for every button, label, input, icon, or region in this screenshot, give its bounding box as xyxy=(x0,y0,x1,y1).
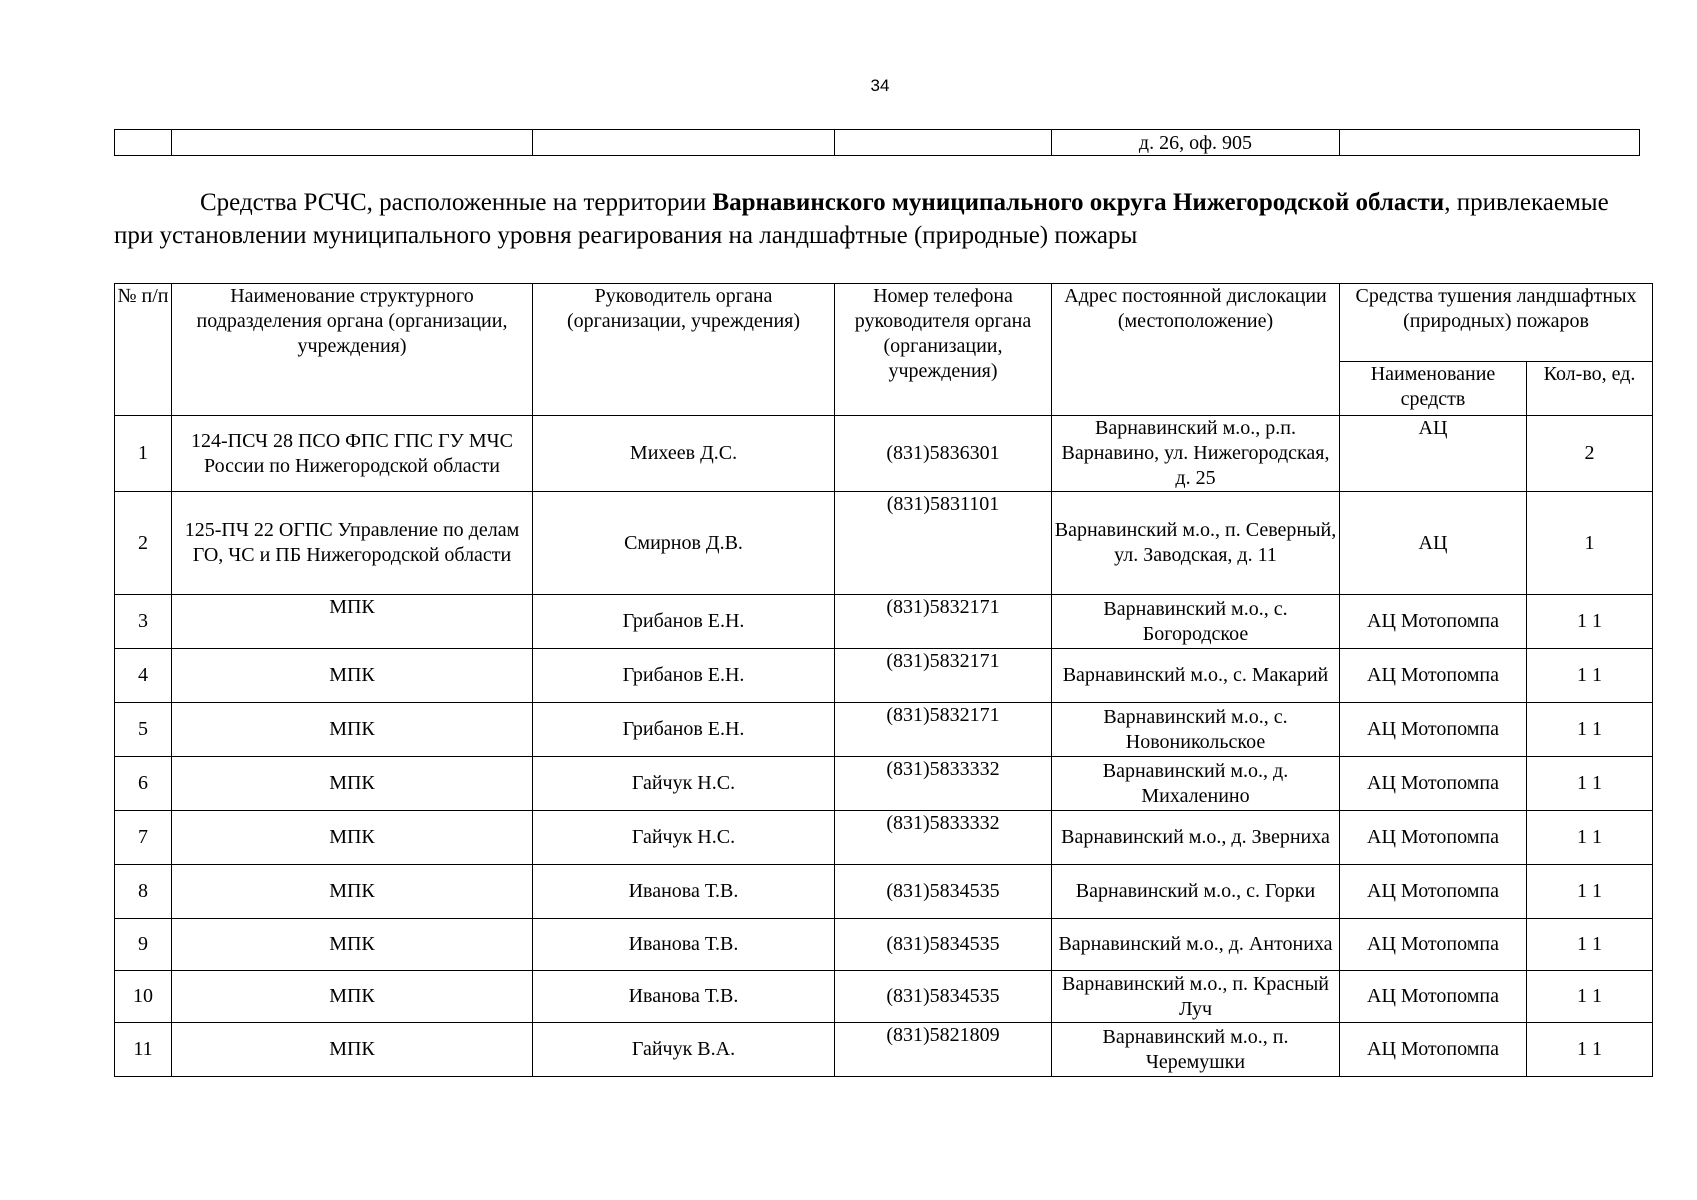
row-means: АЦ xyxy=(1340,416,1527,492)
row-unit: 124-ПСЧ 28 ПСО ФПС ГПС ГУ МЧС России по Нижегородской области xyxy=(172,416,533,492)
header-unit: Наименование структурного подразделения органа (организации, учреждения) xyxy=(172,284,533,416)
row-qty: 1 1 xyxy=(1527,865,1653,919)
cell xyxy=(533,130,835,156)
row-means: АЦ Мотопомпа xyxy=(1340,1023,1527,1077)
row-unit: МПК xyxy=(172,757,533,811)
row-phone: (831)5831101 xyxy=(835,492,1052,595)
row-means: АЦ Мотопомпа xyxy=(1340,649,1527,703)
cell xyxy=(115,130,172,156)
row-qty: 1 1 xyxy=(1527,757,1653,811)
row-head: Иванова Т.В. xyxy=(533,865,835,919)
table-row xyxy=(115,757,1653,811)
row-means: АЦ Мотопомпа xyxy=(1340,811,1527,865)
row-phone: (831)5834535 xyxy=(835,971,1052,1023)
row-num: 7 xyxy=(115,811,172,865)
row-qty: 1 xyxy=(1527,492,1653,595)
row-address: Варнавинский м.о., д. Михаленино xyxy=(1052,757,1340,811)
row-head: Гайчук Н.С. xyxy=(533,811,835,865)
header-means-qty: Кол-во, ед. xyxy=(1527,362,1653,416)
row-num: 2 xyxy=(115,492,172,595)
table-row xyxy=(115,595,1653,649)
row-head: Иванова Т.В. xyxy=(533,971,835,1023)
row-qty: 1 1 xyxy=(1527,703,1653,757)
table-row xyxy=(115,703,1653,757)
row-address: Варнавинский м.о., д. Зверниха xyxy=(1052,811,1340,865)
row-means: АЦ Мотопомпа xyxy=(1340,919,1527,971)
row-qty: 1 1 xyxy=(1527,971,1653,1023)
row-qty: 1 1 xyxy=(1527,649,1653,703)
row-head: Грибанов Е.Н. xyxy=(533,595,835,649)
row-phone: (831)5834535 xyxy=(835,919,1052,971)
row-means: АЦ Мотопомпа xyxy=(1340,757,1527,811)
row-phone: (831)5821809 xyxy=(835,1023,1052,1077)
row-phone: (831)5833332 xyxy=(835,811,1052,865)
heading-text: Средства РСЧС, расположенные на территории xyxy=(200,189,713,216)
row-phone: (831)5832171 xyxy=(835,595,1052,649)
row-unit: МПК xyxy=(172,811,533,865)
row-address: Варнавинский м.о., с. Богородское xyxy=(1052,595,1340,649)
row-qty: 1 1 xyxy=(1527,1023,1653,1077)
row-address: Варнавинский м.о., с. Макарий xyxy=(1052,649,1340,703)
row-num: 1 xyxy=(115,416,172,492)
row-unit: МПК xyxy=(172,971,533,1023)
page-number: 34 xyxy=(870,76,890,95)
row-unit: МПК xyxy=(172,1023,533,1077)
cell xyxy=(835,130,1052,156)
row-head: Гайчук Н.С. xyxy=(533,757,835,811)
row-address: Варнавинский м.о., с. Горки xyxy=(1052,865,1340,919)
header-head: Руководитель органа (организации, учреждения) xyxy=(533,284,835,416)
header-means-name: Наименование средств xyxy=(1340,362,1527,416)
row-num: 10 xyxy=(115,971,172,1023)
row-num: 3 xyxy=(115,595,172,649)
table-row xyxy=(115,416,1653,492)
row-qty: 1 1 xyxy=(1527,595,1653,649)
cell xyxy=(172,130,533,156)
rschs-table xyxy=(114,283,1653,1077)
row-means: АЦ Мотопомпа xyxy=(1340,971,1527,1023)
row-unit: МПК xyxy=(172,703,533,757)
header-address: Адрес постоянной дислокации (местоположение) xyxy=(1052,284,1340,416)
row-address: Варнавинский м.о., д. Антониха xyxy=(1052,919,1340,971)
row-phone: (831)5832171 xyxy=(835,703,1052,757)
section-heading xyxy=(114,186,1644,252)
row-head: Смирнов Д.В. xyxy=(533,492,835,595)
row-num: 5 xyxy=(115,703,172,757)
row-head: Иванова Т.В. xyxy=(533,919,835,971)
row-num: 9 xyxy=(115,919,172,971)
row-head: Грибанов Е.Н. xyxy=(533,703,835,757)
table-row xyxy=(115,492,1653,595)
cell xyxy=(1340,130,1640,156)
row-head: Грибанов Е.Н. xyxy=(533,649,835,703)
row-head: Гайчук В.А. xyxy=(533,1023,835,1077)
row-means: АЦ xyxy=(1340,492,1527,595)
row-phone: (831)5836301 xyxy=(835,416,1052,492)
header-num: № п/п xyxy=(115,284,172,416)
row-means: АЦ Мотопомпа xyxy=(1340,595,1527,649)
row-address: Варнавинский м.о., с. Новоникольское xyxy=(1052,703,1340,757)
row-num: 4 xyxy=(115,649,172,703)
row-address: Варнавинский м.о., п. Красный Луч xyxy=(1052,971,1340,1023)
row-unit: МПК xyxy=(172,649,533,703)
row-qty: 1 1 xyxy=(1527,919,1653,971)
table-row xyxy=(115,811,1653,865)
table-row xyxy=(115,1023,1653,1077)
row-means: АЦ Мотопомпа xyxy=(1340,703,1527,757)
continued-table-row xyxy=(114,129,1640,156)
row-address: Варнавинский м.о., п. Черемушки xyxy=(1052,1023,1340,1077)
heading-bold-text: Варнавинского муниципального округа Нижегородской области xyxy=(712,189,1445,216)
row-phone: (831)5834535 xyxy=(835,865,1052,919)
row-head: Михеев Д.С. xyxy=(533,416,835,492)
row-num: 6 xyxy=(115,757,172,811)
row-qty: 1 1 xyxy=(1527,811,1653,865)
row-means: АЦ Мотопомпа xyxy=(1340,865,1527,919)
row-phone: (831)5833332 xyxy=(835,757,1052,811)
row-phone: (831)5832171 xyxy=(835,649,1052,703)
row-num: 11 xyxy=(115,1023,172,1077)
row-qty: 2 xyxy=(1527,416,1653,492)
row-unit: МПК xyxy=(172,595,533,649)
table-row xyxy=(115,919,1653,971)
row-unit: МПК xyxy=(172,919,533,971)
table-row xyxy=(115,971,1653,1023)
row-address: Варнавинский м.о., р.п. Варнавино, ул. Нижегородская, д. 25 xyxy=(1052,416,1340,492)
header-phone: Номер телефона руководителя органа (организации, учреждения) xyxy=(835,284,1052,416)
row-unit: 125-ПЧ 22 ОГПС Управление по делам ГО, ЧС и ПБ Нижегородской области xyxy=(172,492,533,595)
row-unit: МПК xyxy=(172,865,533,919)
heading-text-rest: , привлекаемые при установлении муниципального уровня реагирования на ландшафтные (природные) пожары xyxy=(114,189,1609,249)
row-address: Варнавинский м.о., п. Северный, ул. Заводская, д. 11 xyxy=(1052,492,1340,595)
table-row xyxy=(115,865,1653,919)
table-row xyxy=(115,649,1653,703)
address-fragment: д. 26, оф. 905 xyxy=(1052,130,1340,156)
header-means: Средства тушения ландшафтных (природных) пожаров xyxy=(1340,284,1653,362)
row-num: 8 xyxy=(115,865,172,919)
